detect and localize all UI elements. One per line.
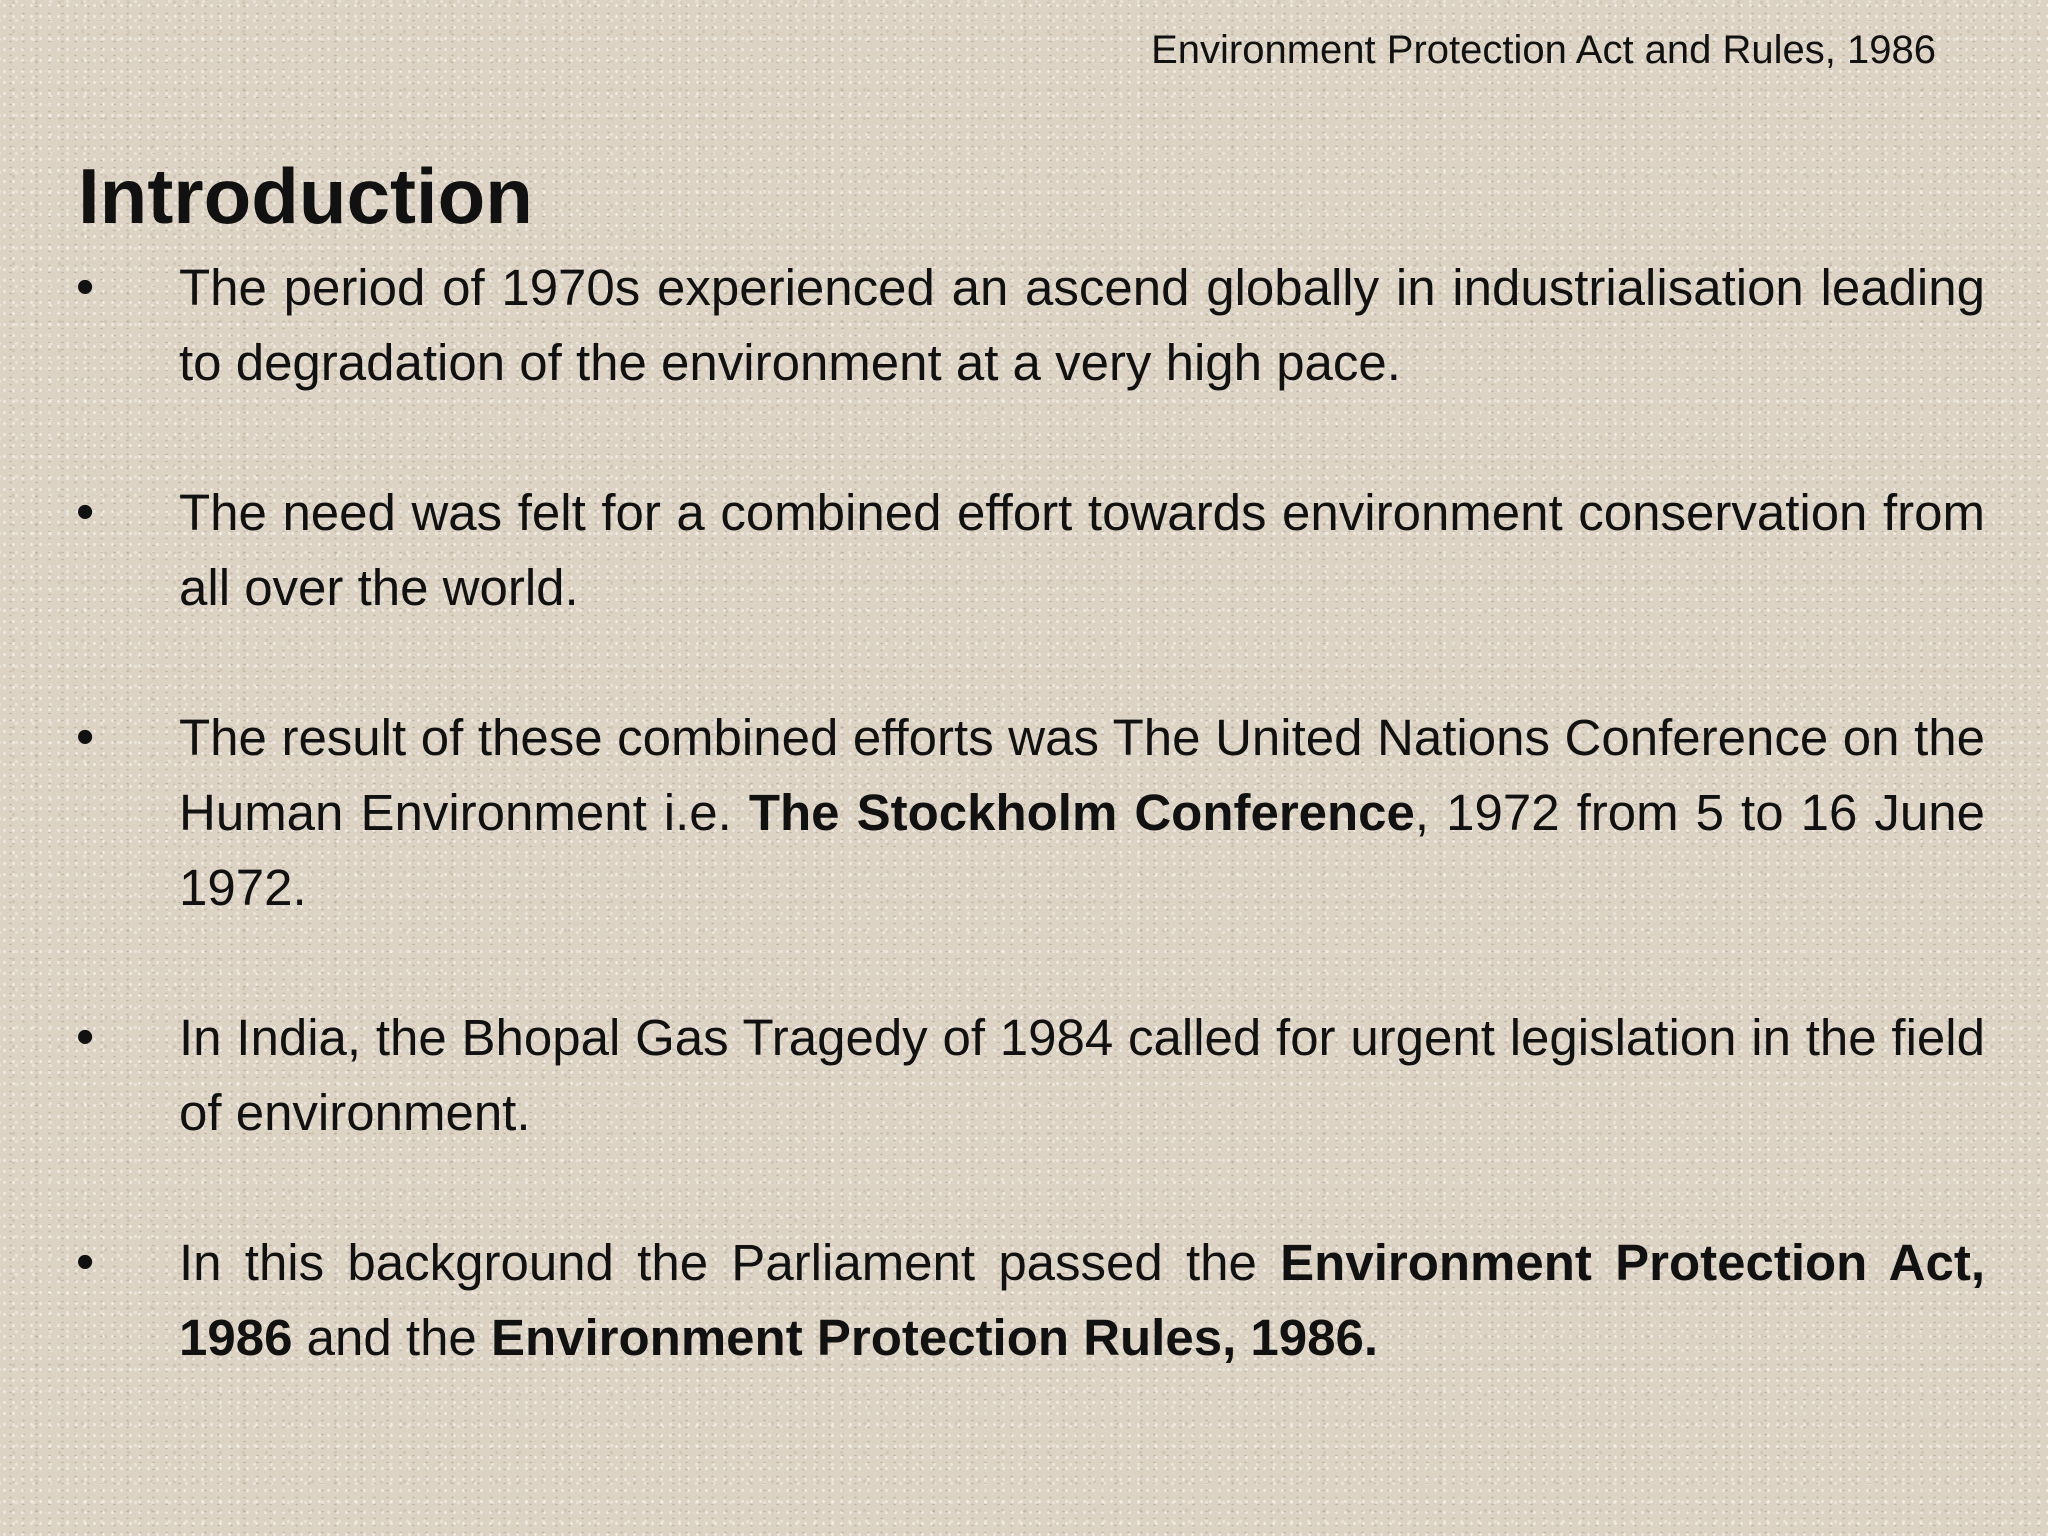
bullet-text xyxy=(179,1225,1985,1375)
bullet-icon: • xyxy=(76,708,95,766)
bullet-text-part: In India, the Bhopal Gas Tragedy of 1984 called for urgent legislation in the field of environment. xyxy=(179,1009,1985,1141)
page-title: Introduction xyxy=(78,152,533,240)
bullet-icon: • xyxy=(76,483,95,541)
bullet-text-part: , 1972 from 5 to 16 June 1972. xyxy=(179,784,1985,916)
bullet-text xyxy=(179,1000,1985,1150)
bullet-text-part: The period of 1970s experienced an ascend globally in industrialisation leading to degradation of the environment at a very high pace. xyxy=(179,259,1985,391)
bullet-text-part: The result of these combined efforts was The United Nations Conference on the Human Environment i.e. xyxy=(179,709,1985,841)
header-title: Environment Protection Act and Rules, 1986 xyxy=(1151,28,1936,72)
bullet-text-bold-part: The Stockholm Conference xyxy=(748,784,1415,841)
bullet-text-part: The need was felt for a combined effort towards environment conservation from all over the world. xyxy=(179,484,1985,616)
bullet-text xyxy=(179,475,1985,625)
bullet-text-bold-part: Environment Protection Rules, 1986. xyxy=(490,1309,1379,1366)
bullet-icon: • xyxy=(76,1233,95,1291)
bullet-icon: • xyxy=(76,258,95,316)
bullet-text-part: In this background the Parliament passed the xyxy=(179,1234,1281,1291)
bullet-text xyxy=(179,250,1985,400)
bullet-text xyxy=(179,700,1985,925)
bullet-icon: • xyxy=(76,1008,95,1066)
bullet-text-bold-part: Environment Protection Act, 1986 xyxy=(179,1234,1985,1366)
bullet-text-part: and the xyxy=(292,1309,491,1366)
